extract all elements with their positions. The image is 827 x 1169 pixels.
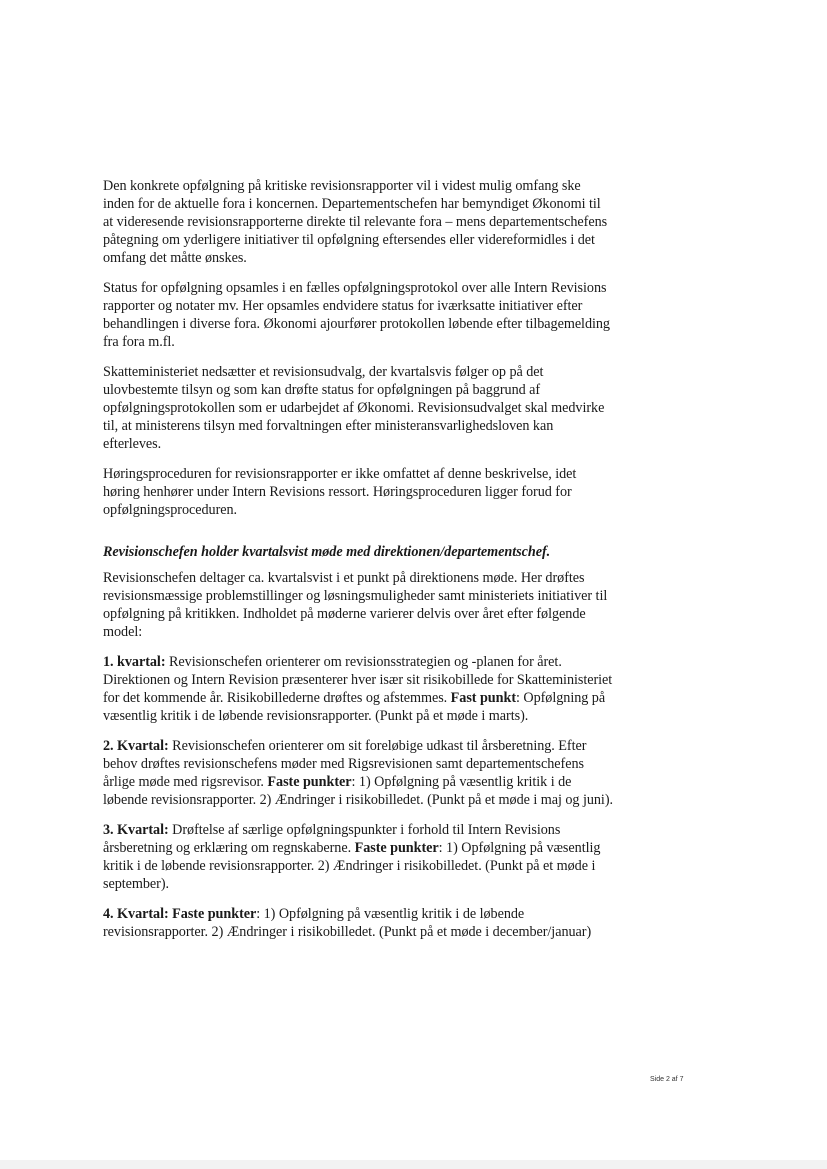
quarter-points-label: Fast punkt: [450, 690, 516, 706]
quarter-points: : Opfølgning på væsentlig kritik i de løbende revisionsrapporter. (Punkt på et møde i marts).: [103, 690, 606, 724]
quarter-points-label: Faste punkter: [354, 840, 439, 856]
quarter-label: 3. Kvartal:: [103, 822, 169, 838]
quarter-points: : 1) Opfølgning på væsentlig kritik i de løbende revisionsrapporter. 2) Ændringer i risikobilledet. (Punkt på et møde i september).: [103, 840, 601, 892]
paragraph-followup: Den konkrete opfølgning på kritiske revisionsrapporter vil i videst mulig omfang ske inden for de aktuelle fora i koncernen. Departementschefen har bemyndiget Økonomi til at videresende revisionsrapporterne direkte til relevante fora – mens departementschefens påtegning om yderligere initiativer til opfølgning eftersendes eller videreformidles i det omfang det måtte ønskes.: [103, 178, 608, 266]
quarter-label: 4. Kvartal:: [103, 906, 169, 922]
quarter-3: [103, 821, 613, 893]
page-number: Side 2 af 7: [650, 1076, 684, 1083]
quarter-points: : 1) Opfølgning på væsentlig kritik i de løbende revisionsrapporter. 2) Ændringer i risikobilledet. (Punkt på et møde i december/januar): [103, 906, 592, 940]
quarter-2: [103, 737, 613, 809]
quarter-text: Drøftelse af særlige opfølgningspunkter i forhold til Intern Revisions årsberetning og erklæring om regnskaberne.: [103, 822, 561, 856]
paragraph-intro: Revisionschefen deltager ca. kvartalsvist i et punkt på direktionens møde. Her drøftes revisionsmæssige problemstillinger og løsningsmuligheder samt ministeriets initiativer til opfølgning på kritikken. Indholdet på møderne varierer delvis over året efter følgende model:: [103, 570, 608, 640]
quarter-points-label: Faste punkter: [267, 774, 352, 790]
quarter-text: Revisionschefen orienterer om sit foreløbige udkast til årsberetning. Efter behov drøftes revisionschefens møder med Rigsrevisionen samt departementschefens årlige møde med rigsrevisor.: [103, 738, 587, 790]
quarter-label: 1. kvartal:: [103, 654, 166, 670]
quarter-points: : 1) Opfølgning på væsentlig kritik i de løbende revisionsrapporter. 2) Ændringer i risikobilledet. (Punkt på et møde i maj og juni).: [103, 774, 613, 808]
scan-edge: [0, 1160, 827, 1169]
paragraph-hearing: Høringsproceduren for revisionsrapporter er ikke omfattet af denne beskrivelse, idet høring henhører under Intern Revisions ressort. Høringsproceduren ligger forud for opfølgningsproceduren.: [103, 466, 577, 518]
quarter-points-label: Faste punkter: [172, 906, 257, 922]
quarter-4: [103, 905, 613, 941]
section-heading: Revisionschefen holder kvartalsvist møde med direktionen/departementschef.: [103, 544, 551, 560]
quarter-text: Revisionschefen orienterer om revisionsstrategien og -planen for året. Direktionen og Intern Revision præsenterer hver især sit risikobillede for Skatteministeriet for det kommende år. Risikobillederne drøftes og afstemmes.: [103, 654, 613, 706]
paragraph-status: Status for opfølgning opsamles i en fælles opfølgningsprotokol over alle Intern Revisions rapporter og notater mv. Her opsamles endvidere status for iværksatte initiativer efter behandlingen i diverse fora. Økonomi ajourfører protokollen løbende efter tilbagemelding fra fora m.fl.: [103, 280, 610, 350]
document-body: [103, 177, 613, 953]
paragraph-audit-committee: Skatteministeriet nedsætter et revisionsudvalg, der kvartalsvis følger op på det ulovbestemte tilsyn og som kan drøfte status for opfølgningen på baggrund af opfølgningsprotokollen som er udarbejdet af Økonomi. Revisionsudvalget skal medvirke til, at ministerens tilsyn med forvaltningen efter ministeransvarlighedsloven kan efterleves.: [103, 364, 605, 452]
quarter-1: [103, 653, 613, 725]
quarter-label: 2. Kvartal:: [103, 738, 169, 754]
